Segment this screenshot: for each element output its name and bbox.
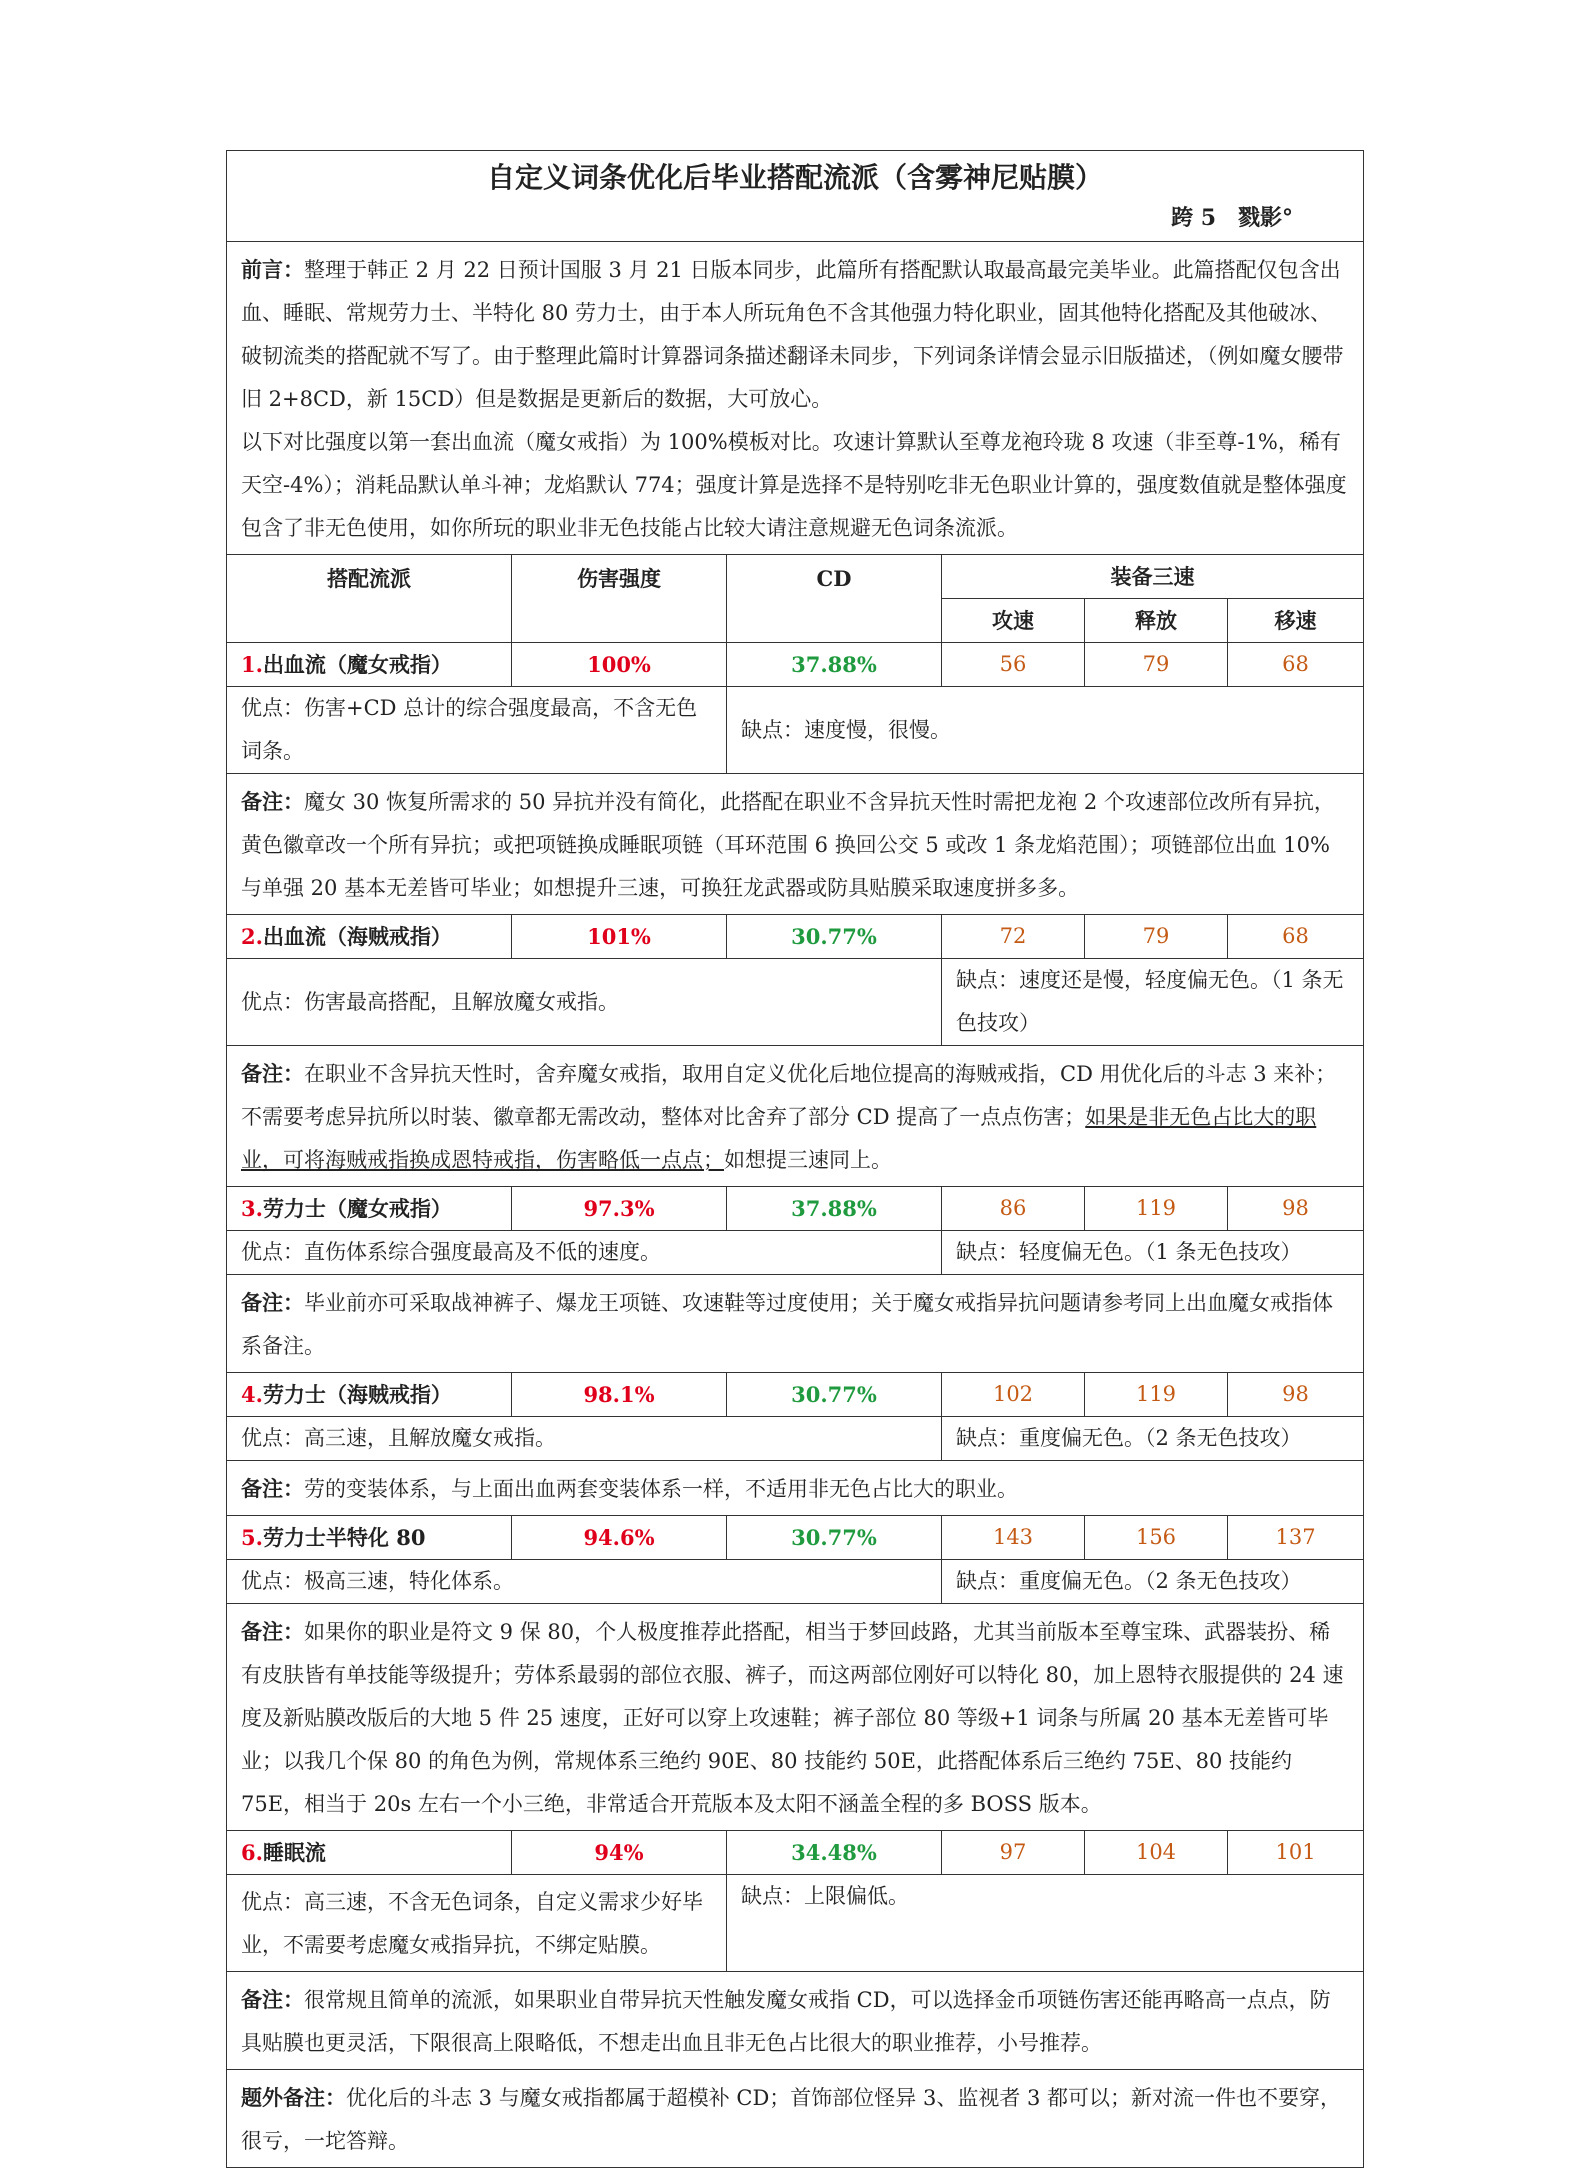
note: 备注：魔女 30 恢复所需求的 50 异抗并没有简化，此搭配在职业不含异抗天性时需把龙袍 2 个攻速部位改所有异抗，黄色徽章改一个所有异抗；或把项链换成睡眠项链（耳环范围 6 换回公交 5 或改 1 条龙焰范围）；项链部位出血 10%与单强 20 基本无差皆可毕业；如想提升三速，可换狂龙武器或防具贴膜采取速度拼多多。 — [227, 774, 1364, 915]
cons: 缺点：重度偏无色。（2 条无色技攻） — [942, 1560, 1364, 1604]
header-attack-speed: 攻速 — [942, 599, 1085, 643]
build-name: 6.睡眠流 — [227, 1831, 512, 1875]
move-speed-value: 68 — [1228, 643, 1364, 687]
note-row — [227, 774, 1364, 915]
attack-speed-value: 143 — [942, 1516, 1085, 1560]
cons: 缺点：重度偏无色。（2 条无色技攻） — [942, 1417, 1364, 1461]
damage-value: 94.6% — [512, 1516, 727, 1560]
note-row — [227, 1046, 1364, 1187]
cd-value: 37.88% — [727, 1187, 942, 1231]
note-row — [227, 1461, 1364, 1516]
pros: 优点：直伤体系综合强度最高及不低的速度。 — [227, 1231, 942, 1275]
title-row — [227, 151, 1364, 242]
header-row — [227, 555, 1364, 599]
header-speed: 装备三速 — [942, 555, 1364, 599]
header-cd: CD — [727, 555, 942, 643]
footer-note: 题外备注：优化后的斗志 3 与魔女戒指都属于超模补 CD；首饰部位怪异 3、监视者 3 都可以；新对流一件也不要穿，很亏，一坨答辩。 — [227, 2070, 1364, 2168]
cast-speed-value: 156 — [1085, 1516, 1228, 1560]
cd-value: 30.77% — [727, 915, 942, 959]
attack-speed-value: 102 — [942, 1373, 1085, 1417]
cast-speed-value: 79 — [1085, 915, 1228, 959]
build-name: 2.出血流（海贼戒指） — [227, 915, 512, 959]
note-row — [227, 1604, 1364, 1831]
page-title: 自定义词条优化后毕业搭配流派（含雾神尼贴膜） — [487, 161, 1104, 194]
build-table — [226, 150, 1364, 2168]
preface — [227, 242, 1364, 555]
note: 备注：毕业前亦可采取战神裤子、爆龙王项链、攻速鞋等过度使用；关于魔女戒指异抗问题请参考同上出血魔女戒指体系备注。 — [227, 1275, 1364, 1373]
build-row — [227, 915, 1364, 959]
cast-speed-value: 79 — [1085, 643, 1228, 687]
pros: 优点：伤害最高搭配，且解放魔女戒指。 — [227, 959, 942, 1046]
preface-label: 前言： — [241, 257, 304, 282]
damage-value: 100% — [512, 643, 727, 687]
author-line: 跨 5 戮影° — [1171, 205, 1294, 231]
pros-cons-row — [227, 1231, 1364, 1275]
pros-cons-row — [227, 1875, 1364, 1972]
cast-speed-value: 119 — [1085, 1373, 1228, 1417]
pros-cons-row — [227, 687, 1364, 774]
attack-speed-value: 72 — [942, 915, 1085, 959]
move-speed-value: 68 — [1228, 915, 1364, 959]
cons: 缺点：速度还是慢，轻度偏无色。（1 条无色技攻） — [942, 959, 1364, 1046]
build-row — [227, 1831, 1364, 1875]
attack-speed-value: 97 — [942, 1831, 1085, 1875]
build-name: 3.劳力士（魔女戒指） — [227, 1187, 512, 1231]
header-cast-speed: 释放 — [1085, 599, 1228, 643]
note-row — [227, 1275, 1364, 1373]
cd-value: 34.48% — [727, 1831, 942, 1875]
preface-paragraph-1: 整理于韩正 2 月 22 日预计国服 3 月 21 日版本同步，此篇所有搭配默认取最高最完美毕业。此篇搭配仅包含出血、睡眠、常规劳力士、半特化 80 劳力士，由于本人所玩角色不含其他强力特化职业，固其他特化搭配及其他破冰、破韧流类的搭配就不写了。由于整理此篇时计算器词条描述翻译未同步，下列词条详情会显示旧版描述，（例如魔女腰带旧 2+8CD，新 15CD）但是数据是更新后的数据，大可放心。 — [241, 258, 1344, 411]
pros: 优点：高三速，不含无色词条，自定义需求少好毕业，不需要考虑魔女戒指异抗，不绑定贴膜。 — [227, 1875, 727, 1972]
note: 备注：很常规且简单的流派，如果职业自带异抗天性触发魔女戒指 CD，可以选择金币项链伤害还能再略高一点点，防具贴膜也更灵活，下限很高上限略低，不想走出血且非无色占比很大的职业推荐，小号推荐。 — [227, 1972, 1364, 2070]
move-speed-value: 98 — [1228, 1373, 1364, 1417]
preface-paragraph-2: 以下对比强度以第一套出血流（魔女戒指）为 100%模板对比。攻速计算默认至尊龙袍玲珑 8 攻速（非至尊-1%，稀有天空-4%）；消耗品默认单斗神；龙焰默认 774；强度计算是选择不是特别吃非无色职业计算的，强度数值就是整体强度包含了非无色使用，如你所玩的职业非无色技能占比较大请注意规避无色词条流派。 — [241, 430, 1347, 540]
pros: 优点：伤害+CD 总计的综合强度最高，不含无色词条。 — [227, 687, 727, 774]
note-underlined: 如果是非无色占比大的职业，可将海贼戒指换成恩特戒指，伤害略低一点点； — [241, 1105, 1317, 1172]
damage-value: 101% — [512, 915, 727, 959]
attack-speed-value: 56 — [942, 643, 1085, 687]
attack-speed-value: 86 — [942, 1187, 1085, 1231]
cd-value: 37.88% — [727, 643, 942, 687]
damage-value: 98.1% — [512, 1373, 727, 1417]
build-row — [227, 643, 1364, 687]
move-speed-value: 137 — [1228, 1516, 1364, 1560]
move-speed-value: 101 — [1228, 1831, 1364, 1875]
cd-value: 30.77% — [727, 1516, 942, 1560]
build-name: 1.出血流（魔女戒指） — [227, 643, 512, 687]
footer-row — [227, 2070, 1364, 2168]
header-move-speed: 移速 — [1228, 599, 1364, 643]
build-row — [227, 1187, 1364, 1231]
header-damage: 伤害强度 — [512, 555, 727, 643]
cast-speed-value: 119 — [1085, 1187, 1228, 1231]
note: 备注：劳的变装体系，与上面出血两套变装体系一样，不适用非无色占比大的职业。 — [227, 1461, 1364, 1516]
preface-row — [227, 242, 1364, 555]
pros: 优点：极高三速，特化体系。 — [227, 1560, 942, 1604]
pros-cons-row — [227, 1560, 1364, 1604]
pros: 优点：高三速，且解放魔女戒指。 — [227, 1417, 942, 1461]
move-speed-value: 98 — [1228, 1187, 1364, 1231]
note: 备注：在职业不含异抗天性时，舍弃魔女戒指，取用自定义优化后地位提高的海贼戒指，CD 用优化后的斗志 3 来补；不需要考虑异抗所以时装、徽章都无需改动，整体对比舍弃了部分 CD 提高了一点点伤害；如果是非无色占比大的职业，可将海贼戒指换成恩特戒指，伤害略低一点点；如想提三速同上。 — [227, 1046, 1364, 1187]
pros-cons-row — [227, 1417, 1364, 1461]
cons: 缺点：轻度偏无色。（1 条无色技攻） — [942, 1231, 1364, 1275]
build-row — [227, 1516, 1364, 1560]
note: 备注：如果你的职业是符文 9 保 80，个人极度推荐此搭配，相当于梦回歧路，尤其当前版本至尊宝珠、武器装扮、稀有皮肤皆有单技能等级提升；劳体系最弱的部位衣服、裤子，而这两部位刚好可以特化 80，加上恩特衣服提供的 24 速度及新贴膜改版后的大地 5 件 25 速度，正好可以穿上攻速鞋；裤子部位 80 等级+1 词条与所属 20 基本无差皆可毕业；以我几个保 80 的角色为例，常规体系三绝约 90E、80 技能约 50E，此搭配体系后三绝约 75E、80 技能约 75E，相当于 20s 左右一个小三绝，非常适合开荒版本及太阳不涵盖全程的多 BOSS 版本。 — [227, 1604, 1364, 1831]
cons: 缺点：速度慢，很慢。 — [727, 687, 1364, 774]
build-name: 4.劳力士（海贼戒指） — [227, 1373, 512, 1417]
damage-value: 94% — [512, 1831, 727, 1875]
cd-value: 30.77% — [727, 1373, 942, 1417]
build-name: 5.劳力士半特化 80 — [227, 1516, 512, 1560]
header-build: 搭配流派 — [227, 555, 512, 643]
cast-speed-value: 104 — [1085, 1831, 1228, 1875]
note-row — [227, 1972, 1364, 2070]
build-row — [227, 1373, 1364, 1417]
damage-value: 97.3% — [512, 1187, 727, 1231]
cons: 缺点：上限偏低。 — [727, 1875, 1364, 1972]
pros-cons-row — [227, 959, 1364, 1046]
